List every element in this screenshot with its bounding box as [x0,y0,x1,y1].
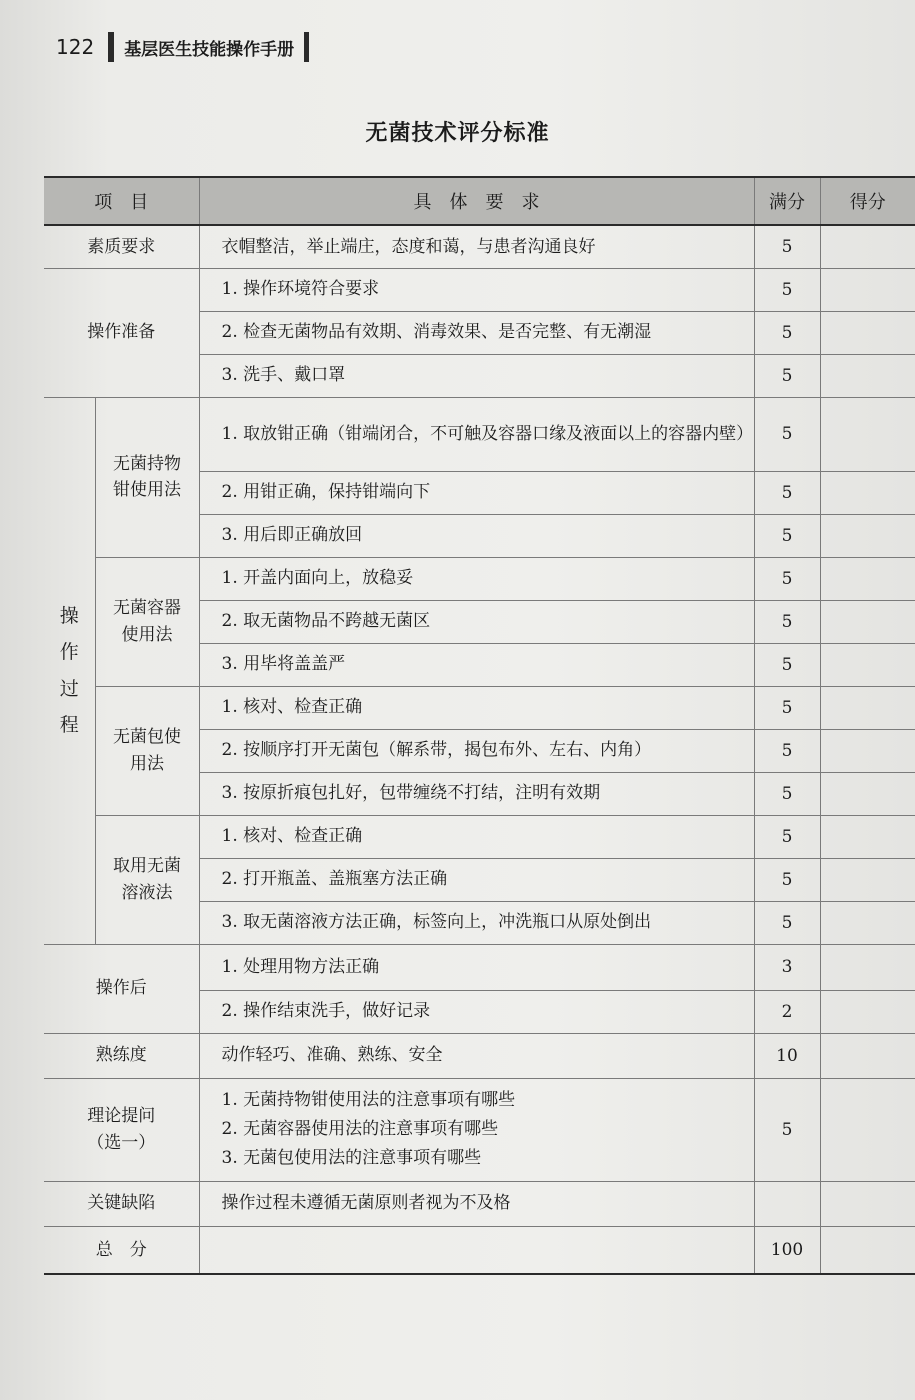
total-label: 总 分 [44,1226,199,1274]
requirement-cell: 1. 开盖内面向上，放稳妥 [199,557,754,600]
subcategory-forceps [95,397,199,557]
table-row [44,1181,915,1226]
full-score-cell: 5 [754,1078,820,1181]
table-row [44,1078,915,1181]
full-score-cell: 5 [754,354,820,397]
subcategory-label: 取用无菌溶液法 [113,856,181,903]
full-score-cell: 5 [754,643,820,686]
table-header-row [44,177,915,225]
full-score-cell: 5 [754,600,820,643]
full-score-cell: 5 [754,311,820,354]
table-row [44,225,915,268]
total-full-score: 100 [754,1226,820,1274]
table-row [44,815,915,858]
subcategory-solution [95,815,199,944]
scoring-table [44,176,915,1275]
score-cell[interactable] [820,471,915,514]
score-cell[interactable] [820,397,915,471]
full-score-cell: 5 [754,858,820,901]
requirement-cell: 1. 核对、检查正确 [199,815,754,858]
requirement-cell: 1. 取放钳正确（钳端闭合，不可触及容器口缘及液面以上的容器内壁） [199,397,754,471]
category-theory-label: 理论提问 [87,1106,156,1127]
header-divider-right [304,32,309,62]
table-row [44,397,915,471]
subcategory-label: 无菌持物钳使用法 [113,453,181,500]
table-row [44,557,915,600]
subcategory-label: 无菌容器使用法 [113,598,181,645]
book-title: 基层医生技能操作手册 [124,39,295,60]
score-cell[interactable] [820,643,915,686]
col-header-item: 项 目 [44,177,199,225]
table-row [44,1033,915,1078]
score-cell[interactable] [820,901,915,944]
score-cell[interactable] [820,1078,915,1181]
score-cell[interactable] [820,354,915,397]
requirement-cell: 3. 按原折痕包扎好，包带缠绕不打结，注明有效期 [199,772,754,815]
category-process [44,397,95,944]
score-cell[interactable] [820,1181,915,1226]
table-row [44,686,915,729]
document-title: 无菌技术评分标准 [365,121,550,146]
score-cell[interactable] [820,1033,915,1078]
full-score-cell: 5 [754,686,820,729]
full-score-cell: 5 [754,557,820,600]
full-score-cell: 5 [754,514,820,557]
theory-question: 3. 无菌包使用法的注意事项有哪些 [221,1147,482,1168]
requirement-cell: 衣帽整洁，举止端庄，态度和蔼，与患者沟通良好 [199,225,754,268]
requirement-cell: 动作轻巧、准确、熟练、安全 [199,1033,754,1078]
subcategory-label: 无菌包使用法 [113,727,181,774]
score-cell[interactable] [820,557,915,600]
requirement-cell: 2. 操作结束洗手，做好记录 [199,990,754,1033]
category-proficiency: 熟练度 [44,1033,199,1078]
full-score-cell: 5 [754,471,820,514]
full-score-cell: 5 [754,268,820,311]
total-requirement-cell [199,1226,754,1274]
requirement-cell: 操作过程未遵循无菌原则者视为不及格 [199,1181,754,1226]
full-score-cell [754,1181,820,1226]
requirement-cell: 2. 按顺序打开无菌包（解系带，揭包布外、左右、内角） [199,729,754,772]
requirement-cell: 1. 处理用物方法正确 [199,944,754,990]
full-score-cell: 5 [754,397,820,471]
table-row-total [44,1226,915,1274]
full-score-cell: 2 [754,990,820,1033]
category-theory [44,1078,199,1181]
full-score-cell: 5 [754,901,820,944]
requirement-cell: 3. 取无菌溶液方法正确，标签向上，冲洗瓶口从原处倒出 [199,901,754,944]
table-row [44,268,915,311]
col-header-full-score: 满分 [754,177,820,225]
score-cell[interactable] [820,944,915,990]
category-process-label: 操作过程 [59,605,79,736]
full-score-cell: 10 [754,1033,820,1078]
score-cell[interactable] [820,729,915,772]
theory-questions-cell [199,1078,754,1181]
subcategory-container [95,557,199,686]
category-key-defect: 关键缺陷 [44,1181,199,1226]
page-number: 122 [56,35,95,59]
score-cell[interactable] [820,990,915,1033]
full-score-cell: 3 [754,944,820,990]
score-cell[interactable] [820,772,915,815]
full-score-cell: 5 [754,815,820,858]
category-theory-note: （选一） [87,1132,156,1153]
requirement-cell: 3. 用毕将盖盖严 [199,643,754,686]
score-cell[interactable] [820,815,915,858]
requirement-cell: 2. 检查无菌物品有效期、消毒效果、是否完整、有无潮湿 [199,311,754,354]
requirement-cell: 1. 核对、检查正确 [199,686,754,729]
score-cell[interactable] [820,514,915,557]
score-cell[interactable] [820,686,915,729]
score-cell[interactable] [820,600,915,643]
requirement-cell: 1. 操作环境符合要求 [199,268,754,311]
full-score-cell: 5 [754,225,820,268]
requirement-cell: 2. 打开瓶盖、盖瓶塞方法正确 [199,858,754,901]
category-after: 操作后 [44,944,199,1033]
requirement-cell: 3. 洗手、戴口罩 [199,354,754,397]
score-cell[interactable] [820,858,915,901]
score-cell[interactable] [820,311,915,354]
category-quality: 素质要求 [44,225,199,268]
category-prep: 操作准备 [44,268,199,397]
score-cell[interactable] [820,268,915,311]
running-header [56,30,309,64]
total-score-cell[interactable] [820,1226,915,1274]
requirement-cell: 2. 用钳正确，保持钳端向下 [199,471,754,514]
table-row [44,944,915,990]
full-score-cell: 5 [754,772,820,815]
theory-question: 2. 无菌容器使用法的注意事项有哪些 [221,1119,499,1140]
theory-question: 1. 无菌持物钳使用法的注意事项有哪些 [221,1090,516,1111]
subcategory-package [95,686,199,815]
col-header-requirement: 具 体 要 求 [199,177,754,225]
full-score-cell: 5 [754,729,820,772]
header-divider [108,32,114,62]
col-header-score: 得分 [820,177,915,225]
score-cell[interactable] [820,225,915,268]
requirement-cell: 3. 用后即正确放回 [199,514,754,557]
requirement-cell: 2. 取无菌物品不跨越无菌区 [199,600,754,643]
